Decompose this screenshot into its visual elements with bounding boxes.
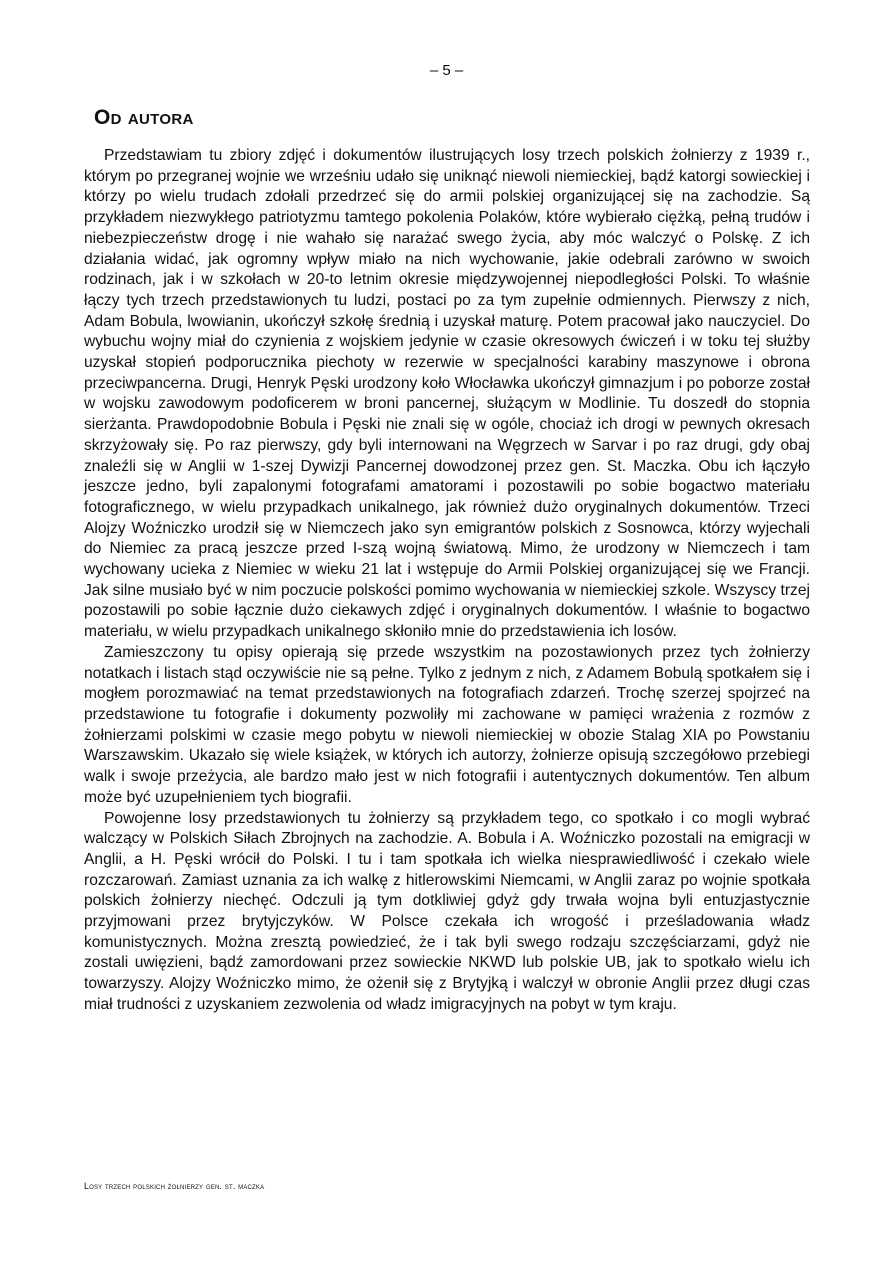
running-footer: Losy trzech polskich żołnierzy gen. st. maczka — [84, 1181, 265, 1191]
paragraph: Powojenne losy przedstawionych tu żołnierzy są przykładem tego, co spotkało i co mogli wybrać walczący w Polskich Siłach Zbrojnych na zachodzie. A. Bobula i A. Woźniczko pozostali na emigracji w Anglii, a H. Pęski wrócił do Polski. I tu i tam spotkała ich wielka niesprawiedliwość i czekało wiele rozczarowań. Zamiast uznania za ich walkę z hitlerowskimi Niemcami, w Anglii zaraz po wojnie spotkała polskich żołnierzy niechęć. Odczuli ją tym dotkliwiej gdyż gdy trwała wojna byli entuzjastycznie przyjmowani przez brytyjczyków. W Polsce czekała ich wrogość i prześladowania władz komunistycznych. Można zresztą powiedzieć, że i tak byli swego rodzaju szczęściarzami, gdyż nie zostali uwięzieni, bądź zamordowani przez sowieckie NKWD lub polskie UB, jak to spotkało wielu ich towarzyszy. Alojzy Woźniczko mimo, że ożenił się z Brytyjką i walczył w obronie Anglii przez długi czas miał trudności z uzyskaniem zezwolenia od władz imigracyjnych na pobyt w tym kraju. — [84, 809, 810, 1013]
body-text — [84, 146, 810, 1016]
paragraph: Zamieszczony tu opisy opierają się przede wszystkim na pozostawionych przez tych żołnierzy notatkach i listach stąd oczywiście nie są pełne. Tylko z jednym z nich, z Adamem Bobulą spotkałem się i mogłem porozmawiać na temat przedstawionych na fotografiach zdarzeń. Trochę szerzej spojrzeć na przedstawione tu fotografie i dokumenty pozwoliły mi zachowane w pamięci wrażenia z rozmów z żołnierzami polskimi w czasie mego pobytu w niewoli niemieckiej w obozie Stalag XIA po Powstaniu Warszawskim. Ukazało się wiele książek, w których ich autorzy, żołnierze opisują szczegółowo przebiegi walk i swoje przeżycia, ale bardzo mało jest w nich fotografii i autentycznych dokumentów. Ten album może być uzupełnieniem tych biografii. — [84, 643, 810, 806]
paragraph: Przedstawiam tu zbiory zdjęć i dokumentów ilustrujących losy trzech polskich żołnierzy z 1939 r., którym po przegranej wojnie we wrześniu udało się uniknąć niewoli niemieckiej, bądź katorgi sowieckiej i którzy po wielu trudach zdołali przedrzeć się do armii polskiej organizującej się na zachodzie. Są przykładem niezwykłego patriotyzmu tamtego pokolenia Polaków, które wybierało ciężką, pełną trudów i niebezpieczeństw drogę i nie wahało się narażać swego życia, aby móc walczyć o Polskę. Z ich działania widać, jak ogromny wpływ miało na nich wychowanie, jakie odebrali zarówno w swoich rodzinach, jak i w szkołach w 20-to letnim okresie międzywojennej niepodległości Polski. To właśnie łączy tych trzech przedstawionych tu ludzi, postaci po za tym zupełnie odmiennych. Pierwszy z nich, Adam Bobula, lwowianin, ukończył szkołę średnią i uzyskał maturę. Potem pracował jako nauczyciel. Do wybuchu wojny miał do czynienia z wojskiem jedynie w czasie okresowych ćwiczeń i w toku tej służby uzyskał stopień podporucznika piechoty w rezerwie w specjalności karabiny maszynowe i obrona przeciwpancerna. Drugi, Henryk Pęski urodzony koło Włocławka ukończył gimnazjum i po poborze został w wojsku zawodowym podoficerem w broni pancernej, służącym w Modlinie. Tu doszedł do stopnia sierżanta. Prawdopodobnie Bobula i Pęski nie znali się w ogóle, chociaż ich drogi w pewnych okresach skrzyżowały się. Po raz pierwszy, gdy byli internowani na Węgrzech w Sarvar i po raz drugi, gdy obaj znaleźli się w Anglii w 1-szej Dywizji Pancernej dowodzonej przez gen. St. Maczka. Obu ich łączyło jeszcze jedno, byli zapalonymi fotografami amatorami i pozostawili po sobie bogactwo materiału fotograficznego, w wielu przypadkach unikalnego, jak również dużo oryginalnych dokumentów. Trzeci Alojzy Woźniczko urodził się w Niemczech jako syn emigrantów polskich z Sosnowca, którzy wyjechali do Niemiec za pracą jeszcze przed I-szą wojną światową. Mimo, że urodzony w Niemczech i tam wychowany ucieka z Niemiec w wieku 21 lat i wstępuje do Armii Polskiej organizującej się we Francji. Jak silne musiało być w nim poczucie polskości pomimo wychowania w niemieckiej szkole. Wszyscy trzej pozostawili po sobie łącznie dużo ciekawych zdjęć i oryginalnych dokumentów. I właśnie to bogactwo materiału, w wielu przypadkach unikalnego skłoniło mnie do przedstawienia ich losów. — [84, 147, 810, 641]
page-number: – 5 – — [429, 62, 464, 79]
section-title: Od autora — [94, 106, 194, 129]
